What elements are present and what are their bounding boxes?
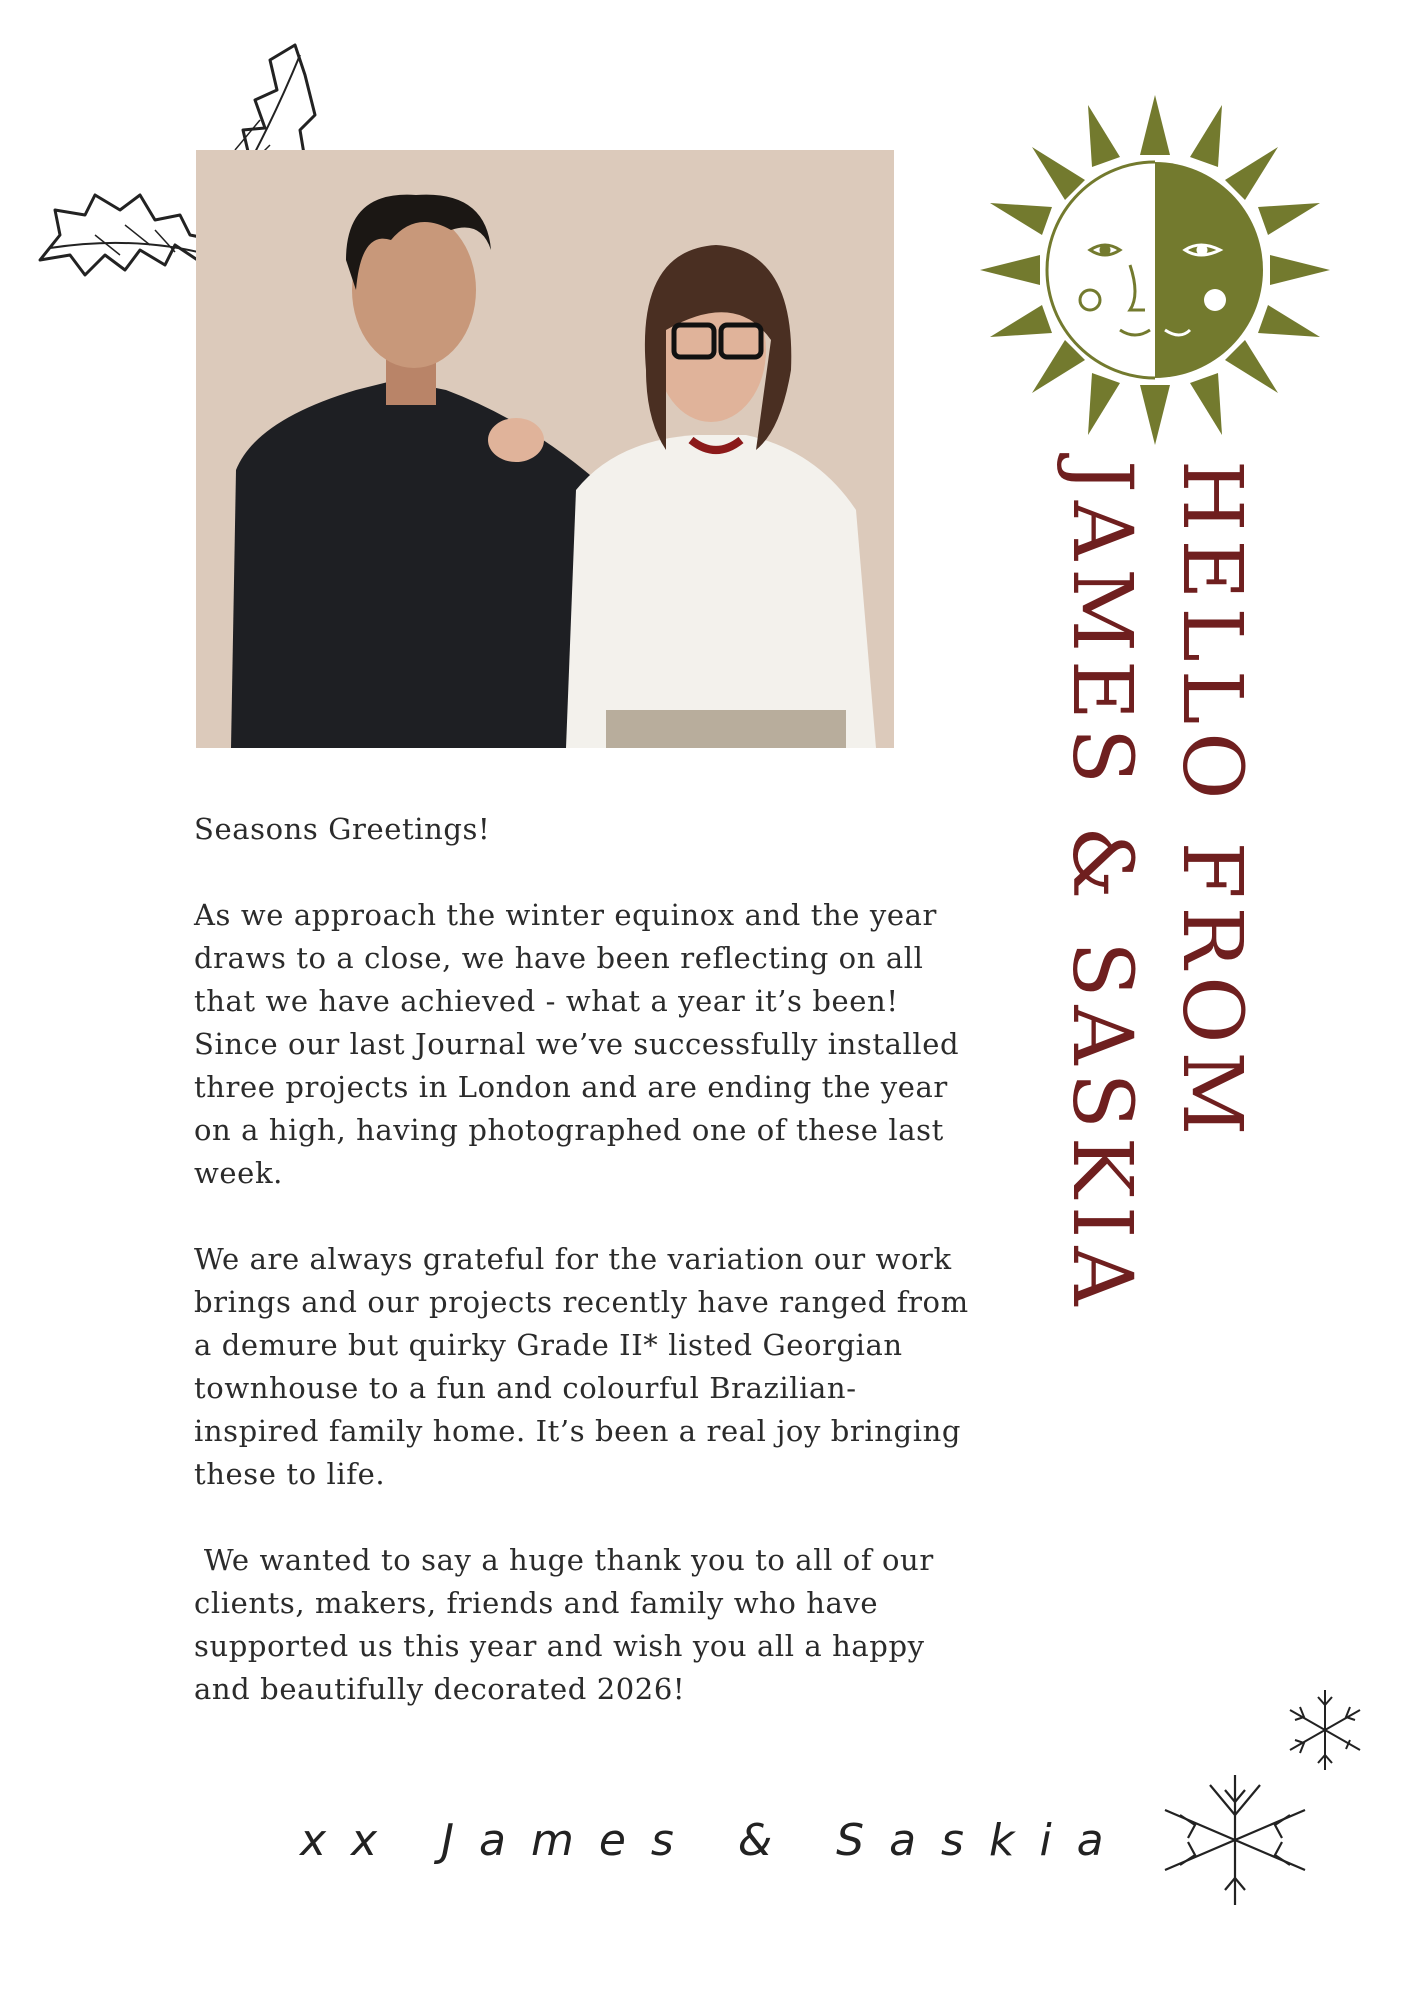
snowflake-icon — [1280, 1685, 1370, 1775]
heading-line-2: JAMES & SASKIA — [1054, 460, 1149, 1314]
letter-body — [194, 808, 994, 1754]
portrait-photo — [196, 150, 894, 748]
paragraph-2: We are always grateful for the variation our work brings and our projects recently have ranged from a demure but quirky Grade II* listed Georgian townhouse to a fun and colourful Brazilian- inspired family home. It’s been a real joy bringing these to life. — [194, 1242, 969, 1491]
paragraph-3: We wanted to say a huge thank you to all of our clients, makers, friends and family who have supported us this year and wish you all a happy and beautifully decorated 2026! — [194, 1543, 934, 1706]
sun-moon-icon — [980, 95, 1330, 445]
paragraph-1: As we approach the winter equinox and the year draws to a close, we have been reflecting on all that we have achieved - what a year it’s been! Since our last Journal we’ve successfully installed three projects in London and are ending the year on a high, having photographed one of these last week. — [194, 898, 960, 1190]
vertical-heading — [1050, 460, 1290, 1710]
signature: xx James & Saskia — [300, 1815, 1129, 1866]
snowflake-icon — [1150, 1770, 1320, 1910]
heading-line-1: HELLO FROM — [1164, 460, 1259, 1144]
greeting: Seasons Greetings! — [194, 812, 491, 846]
